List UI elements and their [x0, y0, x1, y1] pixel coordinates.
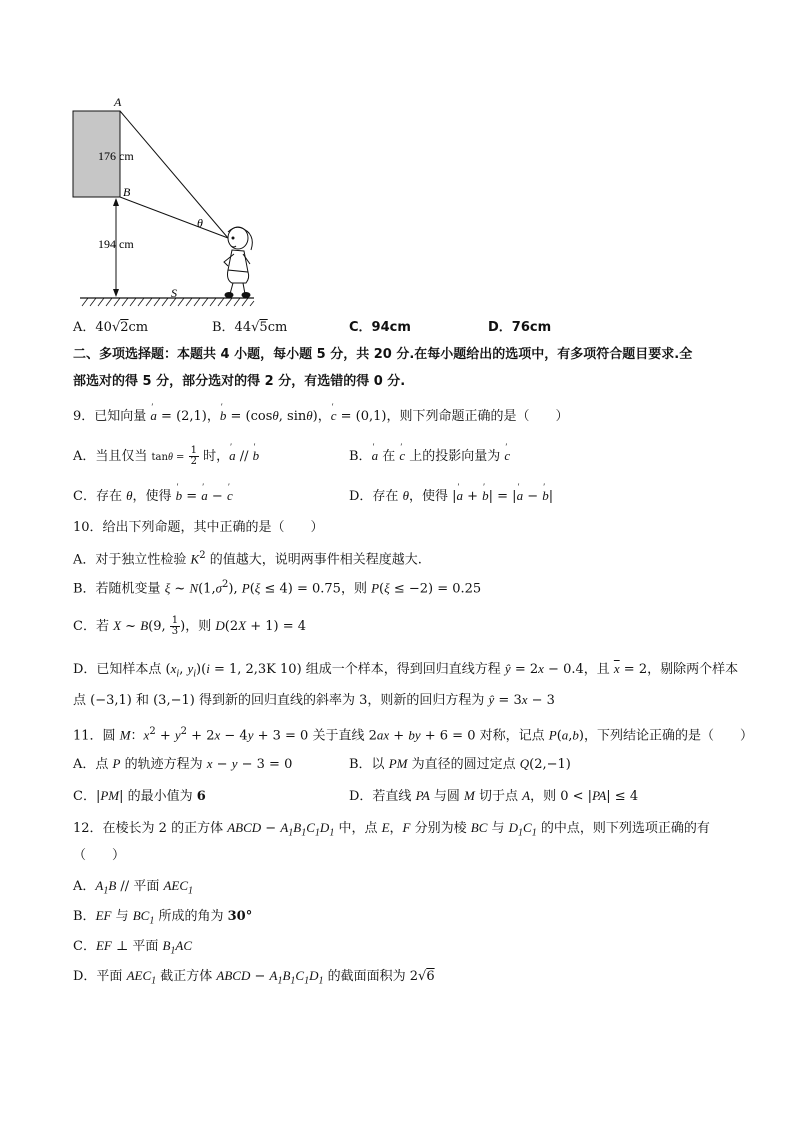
- q10-option-a: A．对于独立性检验 $K^2$ 的值越大，说明两事件相关程度越大.: [73, 550, 422, 568]
- q9-option-d: D．存在 θ，使得 |′ a + ′ b| = |′ a − ′ b|: [349, 486, 553, 507]
- label-194cm: 194 cm: [98, 237, 134, 251]
- q10-option-d-line1: D．已知样本点 ($x_i$, $y_i)(i = 1$, 2,3K 10) 组成一个样本，得到回归直线方程 ŷ = 2x − 0.4，且 $\overline{x} = 2$，剔除两个样本: [73, 661, 739, 680]
- section2-line2: 部选对的得 5 分，部分选对的得 2 分，有选错的得 0 分.: [73, 374, 406, 389]
- label-b: B: [123, 185, 131, 199]
- q9-option-b: B．′ a 在 ′ c 上的投影向量为 ′ c: [349, 446, 510, 467]
- sight-line-b: [120, 197, 228, 238]
- sight-line-a: [120, 111, 228, 238]
- q10-stem: 10．给出下列命题，其中正确的是（ ）: [73, 520, 324, 535]
- q12-option-b: B．EF 与 $BC_1$ 所成的角为 30°: [73, 908, 253, 927]
- q12-option-d: D．平面 $AEC_1$ 截正方体 ABCD − $A_1B_1C_1D_1$ 的截面面积为 2√6: [73, 968, 435, 987]
- q11-option-d: D．若直线 PA 与圆 M 切于点 A，则 0 < |PA| ≤ 4: [349, 788, 639, 804]
- q10-option-b: B．若随机变量 ξ ~ $N(1,\sigma^2)$, P(ξ ≤ 4) = 0.75，则 P(ξ ≤ −2) = 0.25: [73, 579, 482, 597]
- q12-stem-line1: 12．在棱长为 2 的正方体 ABCD − $A_1B_1C_1D_1$ 中，点 E，F 分别为棱 BC 与 $D_1C_1$ 的中点，则下列选项正确的有: [73, 820, 710, 839]
- q8-option-a: A．40√2cm: [73, 320, 149, 335]
- q8-option-d: D．76cm: [488, 320, 552, 335]
- q8-option-b: B．44√5cm: [212, 320, 288, 335]
- q10-option-c: C．若 X ~ B(9, $\frac{1}{3}$ )，则 D(2X + 1) = 4: [73, 615, 306, 637]
- girl-figure: [224, 227, 252, 298]
- q8-option-c: C．94cm: [349, 320, 411, 335]
- label-s: S: [171, 286, 177, 300]
- q9-option-c: C．存在 θ，使得 ′ b = ′ a − ′ c: [73, 486, 233, 507]
- q12-option-a: A．$A_1B$ // 平面 $AEC_1$: [73, 878, 194, 897]
- q10-option-d-line2: 点 (−3,1) 和 (3,−1) 得到新的回归直线的斜率为 3，则新的回归方程为 ŷ = 3x − 3: [73, 692, 555, 708]
- q9-stem: 9．已知向量 ′ a = (2,1)，′ b = (cosθ, sinθ)，′ c = (0,1)，则下列命题正确的是（ ）: [73, 406, 569, 427]
- label-a: A: [114, 95, 122, 109]
- ground-hatch: [82, 298, 254, 306]
- q12-stem-line2: （ ）: [73, 848, 126, 863]
- section2-line1: 二、多项选择题：本题共 4 小题，每小题 5 分，共 20 分.在每小题给出的选项中，有多项符合题目要求.全: [73, 347, 693, 362]
- q11-option-a: A．点 P 的轨迹方程为 x − y − 3 = 0: [73, 756, 293, 772]
- arrow-head-top: [113, 198, 119, 206]
- arrow-head-bottom: [113, 289, 119, 297]
- q9-option-a: A．当且仅当 tanθ = $\frac{1}{2}$ 时，′ a // ′ b: [73, 446, 259, 468]
- q11-option-c: C．|PM| 的最小值为 6: [73, 788, 206, 804]
- geometry-figure: [0, 0, 794, 310]
- q11-option-b: B．以 PM 为直径的圆过定点 Q(2,−1): [349, 756, 571, 772]
- label-theta: θ: [197, 216, 203, 230]
- q12-option-c: C．EF ⊥ 平面 $B_1AC$: [73, 938, 193, 957]
- q11-stem: 11．圆 M：$x^2 + y^2 + 2x - 4y + 3 = 0$ 关于直线 2ax + by + 6 = 0 对称，记点 P(a,b)，下列结论正确的是（ ）: [73, 726, 753, 744]
- label-176cm: 176 cm: [98, 149, 134, 163]
